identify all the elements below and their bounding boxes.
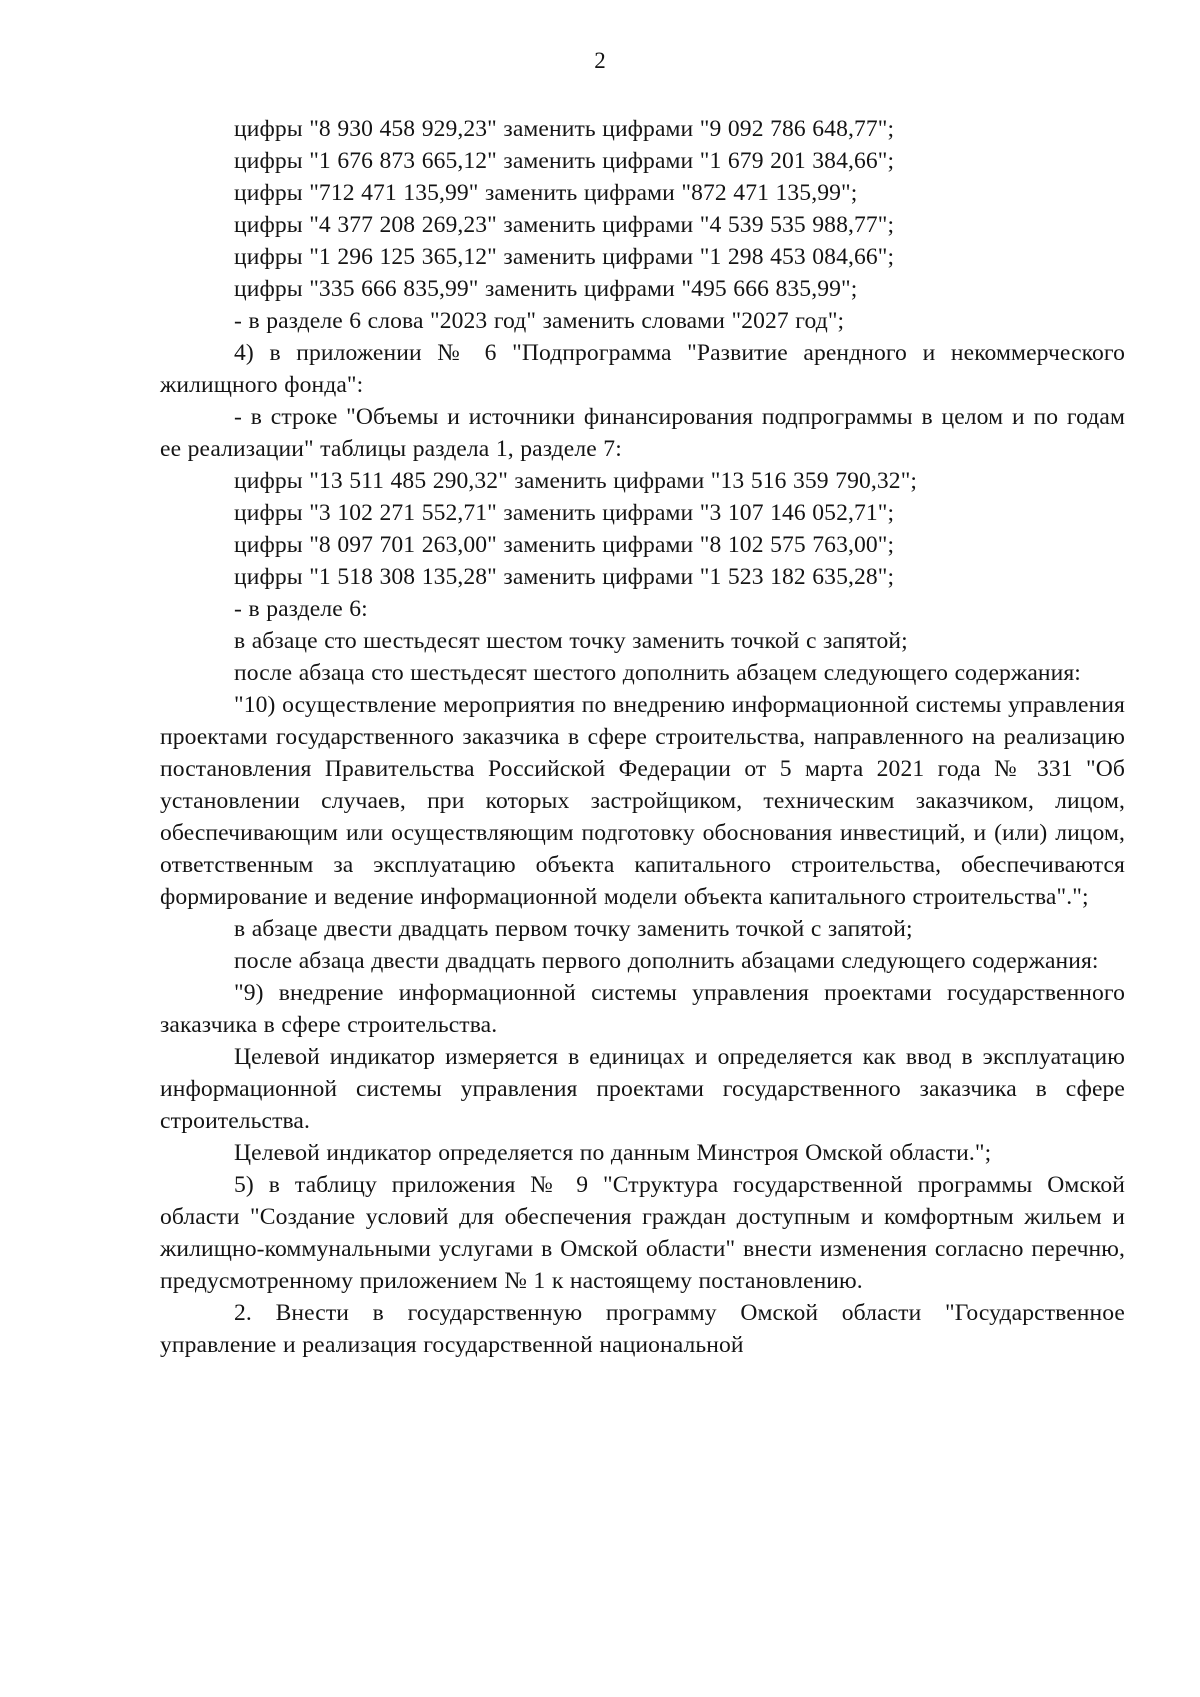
paragraph: 4) в приложении № 6 "Подпрограмма "Развитие арендного и некоммерческого жилищного фонда":: [160, 340, 1125, 398]
paragraph: - в разделе 6:: [234, 596, 368, 622]
paragraph: цифры "8 930 458 929,23" заменить цифрами "9 092 786 648,77";: [234, 116, 895, 142]
paragraph: 2. Внести в государственную программу Омской области "Государственное управление и реализация государственной национальной: [160, 1300, 1125, 1358]
paragraph: "10) осуществление мероприятия по внедрению информационной системы управления проектами государственного заказчика в сфере строительства, направленного на реализацию постановления Правительства Российской Федерации от 5 марта 2021 года № 331 "Об установлении случаев, при которых застройщиком, техническим заказчиком, лицом, обеспечивающим или осуществляющим подготовку обоснования инвестиций, и (или) лицом, ответственным за эксплуатацию объекта капитального строительства, обеспечиваются формирование и ведение информационной модели объекта капитального строительства".";: [160, 692, 1125, 910]
paragraph: Целевой индикатор измеряется в единицах и определяется как ввод в эксплуатацию информационной системы управления проектами государственного заказчика в сфере строительства.: [160, 1044, 1125, 1134]
paragraph: "9) внедрение информационной системы управления проектами государственного заказчика в сфере строительства.: [160, 980, 1125, 1038]
paragraph: цифры "8 097 701 263,00" заменить цифрами "8 102 575 763,00";: [234, 532, 895, 558]
paragraph: цифры "4 377 208 269,23" заменить цифрами "4 539 535 988,77";: [234, 212, 895, 238]
paragraph: цифры "335 666 835,99" заменить цифрами "495 666 835,99";: [234, 276, 858, 302]
document-body: [160, 113, 1125, 1361]
paragraph: цифры "3 102 271 552,71" заменить цифрами "3 107 146 052,71";: [234, 500, 895, 526]
paragraph: в абзаце двести двадцать первом точку заменить точкой с запятой;: [234, 916, 913, 942]
paragraph: - в разделе 6 слова "2023 год" заменить словами "2027 год";: [234, 308, 845, 334]
paragraph: в абзаце сто шестьдесят шестом точку заменить точкой с запятой;: [234, 628, 908, 654]
paragraph: Целевой индикатор определяется по данным Минстроя Омской области.";: [234, 1140, 992, 1166]
paragraph: цифры "1 296 125 365,12" заменить цифрами "1 298 453 084,66";: [234, 244, 895, 270]
page-number: 2: [594, 48, 606, 73]
paragraph: цифры "712 471 135,99" заменить цифрами "872 471 135,99";: [234, 180, 858, 206]
paragraph: цифры "1 518 308 135,28" заменить цифрами "1 523 182 635,28";: [234, 564, 895, 590]
paragraph: после абзаца двести двадцать первого дополнить абзацами следующего содержания:: [234, 948, 1099, 974]
paragraph: после абзаца сто шестьдесят шестого дополнить абзацем следующего содержания:: [234, 660, 1081, 686]
paragraph: - в строке "Объемы и источники финансирования подпрограммы в целом и по годам ее реализации" таблицы раздела 1, разделе 7:: [160, 404, 1125, 462]
paragraph: цифры "1 676 873 665,12" заменить цифрами "1 679 201 384,66";: [234, 148, 895, 174]
paragraph: цифры "13 511 485 290,32" заменить цифрами "13 516 359 790,32";: [234, 468, 918, 494]
paragraph: 5) в таблицу приложения № 9 "Структура государственной программы Омской области "Создание условий для обеспечения граждан доступным и комфортным жильем и жилищно-коммунальными услугами в Омской области" внести изменения согласно перечню, предусмотренному приложением № 1 к настоящему постановлению.: [160, 1172, 1125, 1294]
